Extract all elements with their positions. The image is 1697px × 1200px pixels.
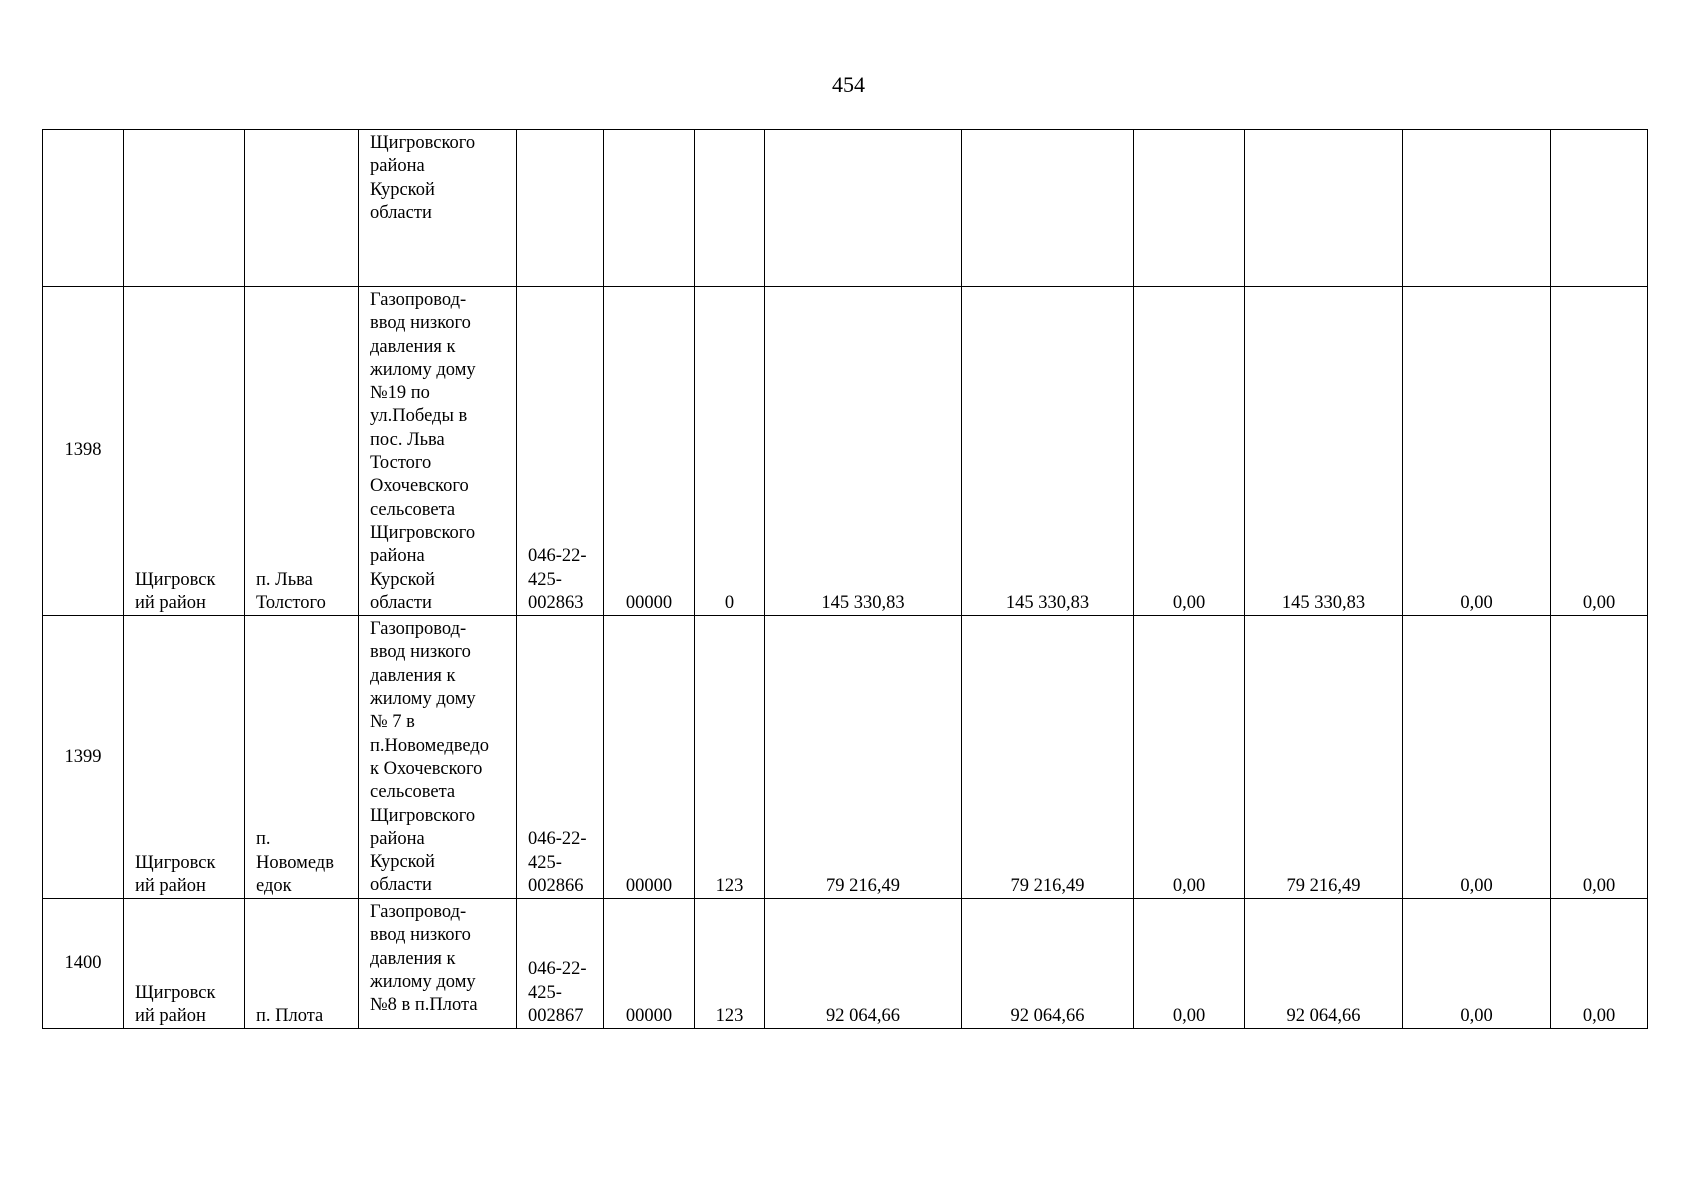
value-cell: 92 064,66: [765, 899, 962, 1029]
page-number: 454: [832, 72, 865, 97]
object-name-cell: Газопровод- ввод низкого давления к жилому дому № 7 в п.Новомедведо к Охочевского сельсовета Щигровского района Курской области: [359, 616, 517, 899]
value-cell: 79 216,49: [1245, 616, 1403, 899]
object-name-cell: Газопровод- ввод низкого давления к жилому дому №8 в п.Плота: [359, 899, 517, 1029]
value-cell: [1134, 130, 1245, 287]
length-cell: 123: [695, 616, 765, 899]
value-cell: [1403, 130, 1551, 287]
length-cell: 0: [695, 287, 765, 616]
value-cell: 145 330,83: [962, 287, 1134, 616]
value-cell: [962, 130, 1134, 287]
object-name-cell: Газопровод- ввод низкого давления к жилому дому №19 по ул.Победы в пос. Льва Тостого Охочевского сельсовета Щигровского района Курской области: [359, 287, 517, 616]
row-number: 1398: [43, 287, 124, 616]
settlement-cell: п. Плота: [245, 899, 359, 1029]
settlement-cell: п. Новомедв едок: [245, 616, 359, 899]
table-row: [43, 287, 1648, 616]
value-cell: 0,00: [1551, 616, 1648, 899]
length-cell: 123: [695, 899, 765, 1029]
district-cell: [124, 130, 245, 287]
district-cell: Щигровск ий район: [124, 899, 245, 1029]
value-cell: 0,00: [1134, 287, 1245, 616]
value-cell: 92 064,66: [962, 899, 1134, 1029]
value-cell: 0,00: [1551, 287, 1648, 616]
value-cell: 79 216,49: [765, 616, 962, 899]
registry-code-cell: 046-22- 425- 002863: [517, 287, 604, 616]
district-cell: Щигровск ий район: [124, 616, 245, 899]
value-cell: 145 330,83: [765, 287, 962, 616]
code-suffix-cell: 00000: [604, 616, 695, 899]
row-number: 1399: [43, 616, 124, 899]
district-cell: Щигровск ий район: [124, 287, 245, 616]
code-suffix-cell: [604, 130, 695, 287]
row-number: 1400: [43, 899, 124, 1029]
value-cell: [1551, 130, 1648, 287]
code-suffix-cell: 00000: [604, 899, 695, 1029]
value-cell: 79 216,49: [962, 616, 1134, 899]
length-cell: [695, 130, 765, 287]
table-row: [43, 130, 1648, 287]
table-row: [43, 899, 1648, 1029]
value-cell: 92 064,66: [1245, 899, 1403, 1029]
registry-table: [42, 129, 1648, 1029]
settlement-cell: п. Льва Толстого: [245, 287, 359, 616]
code-suffix-cell: 00000: [604, 287, 695, 616]
object-name-cell: Щигровского района Курской области: [359, 130, 517, 287]
value-cell: 0,00: [1134, 616, 1245, 899]
registry-code-cell: 046-22- 425- 002866: [517, 616, 604, 899]
value-cell: 0,00: [1403, 616, 1551, 899]
value-cell: 0,00: [1551, 899, 1648, 1029]
registry-code-cell: 046-22- 425- 002867: [517, 899, 604, 1029]
settlement-cell: [245, 130, 359, 287]
value-cell: 0,00: [1403, 287, 1551, 616]
row-number: [43, 130, 124, 287]
registry-code-cell: [517, 130, 604, 287]
value-cell: 145 330,83: [1245, 287, 1403, 616]
table-row: [43, 616, 1648, 899]
value-cell: 0,00: [1134, 899, 1245, 1029]
value-cell: [765, 130, 962, 287]
value-cell: 0,00: [1403, 899, 1551, 1029]
value-cell: [1245, 130, 1403, 287]
